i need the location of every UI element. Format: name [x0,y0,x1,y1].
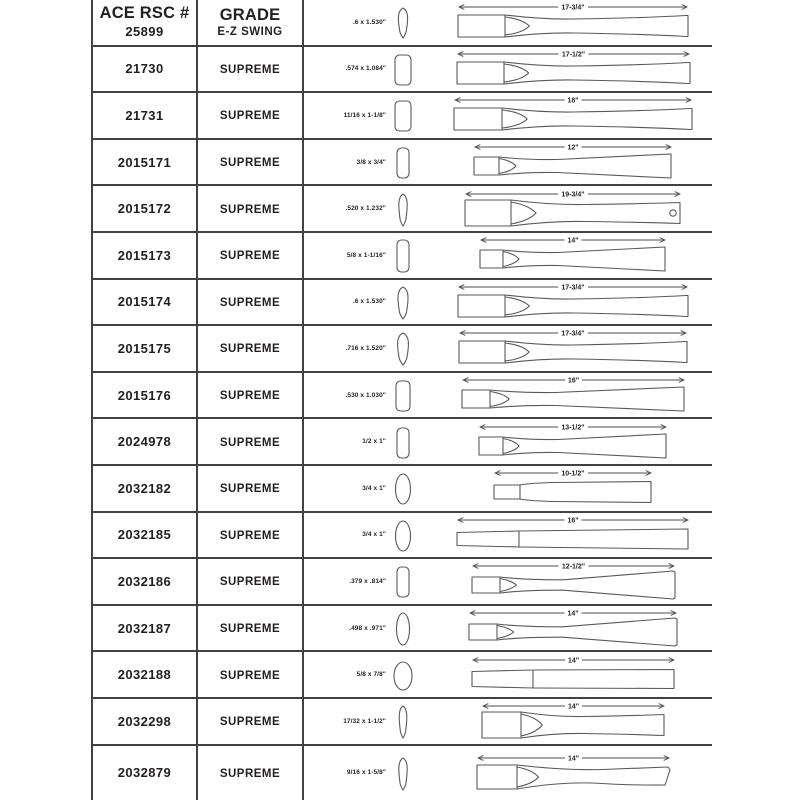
spec-cell [304,186,712,231]
grade-cell [198,0,304,45]
spec-cell [304,373,712,418]
cross-section-icon [386,754,420,792]
length-dimension-label: 17-3/4" [561,284,585,292]
rsc-number: 2015175 [117,340,172,356]
rsc-number: 2015174 [117,294,172,310]
grade-label: SUPREME [219,576,281,589]
rsc-number: 2024978 [117,434,172,450]
grade-label: SUPREME [219,296,281,309]
column-header-rsc: ACE RSC # [99,4,190,23]
table-row [93,280,712,327]
spec-cell [304,280,712,325]
product-table [91,0,712,800]
cross-section-icon [386,656,420,694]
handle-drawing [420,420,712,464]
length-dimension-label: 13-1/2" [561,424,585,432]
length-dimension-label: 16" [567,377,579,385]
rsc-cell [93,606,198,651]
handle-drawing [420,466,712,510]
handle-drawing [420,233,712,277]
spec-cell [304,0,712,45]
cross-section-icon [386,190,420,228]
rsc-number: 2032188 [117,667,172,683]
spec-cell [304,606,712,651]
handle-drawing [420,47,712,91]
handle-drawing [420,93,712,137]
cross-section-icon [386,423,420,461]
table-row [93,140,712,187]
table-row [93,559,712,606]
rsc-cell [93,419,198,464]
grade-cell [198,186,304,231]
dimensions-label: 3/4 x 1" [362,531,386,539]
dimensions-label: 3/4 x 1" [362,484,386,492]
cross-section-icon [386,236,420,274]
handle-drawing [420,326,712,370]
dimensions-label: .379 x .814" [349,577,386,585]
rsc-number: 21731 [125,107,164,123]
length-dimension-label: 19-3/4" [561,191,585,199]
handle-drawing [420,606,712,650]
dimensions-label: 5/8 x 7/8" [356,671,386,679]
rsc-cell [93,559,198,604]
length-dimension-label: 18" [567,97,579,105]
rsc-number: 21730 [125,61,164,77]
rsc-cell [93,326,198,371]
grade-cell [198,233,304,278]
length-dimension-label: 14" [567,703,579,711]
length-dimension-label: 14" [567,237,579,245]
rsc-cell [93,513,198,558]
dimensions-label: 11/16 x 1-1/8" [343,111,386,119]
cross-section-icon [386,283,420,321]
handle-drawing [420,653,712,697]
length-dimension-label: 12-1/2" [561,563,585,571]
table-row [93,746,712,800]
grade-cell [198,280,304,325]
grade-cell [198,746,304,800]
table-row [93,93,712,140]
table-row [93,186,712,233]
grade-label: SUPREME [219,390,281,403]
table-row [93,466,712,513]
rsc-number: 25899 [125,24,164,40]
dimensions-label: .498 x .971" [349,624,386,632]
grade-label: SUPREME [219,767,281,780]
length-dimension-label: 14" [567,755,579,763]
rsc-number: 2032182 [117,480,172,496]
grade-label: SUPREME [219,110,281,123]
grade-cell [198,326,304,371]
table-row [93,233,712,280]
spec-cell [304,233,712,278]
rsc-number: 2015171 [117,154,172,170]
spec-cell [304,559,712,604]
dimensions-label: 17/32 x 1-1/2" [343,717,386,725]
grade-cell [198,47,304,92]
table-row [93,419,712,466]
grade-label: E-Z SWING [217,25,283,38]
spec-cell [304,466,712,511]
grade-label: SUPREME [219,529,281,542]
dimensions-label: .530 x 1.030" [345,391,386,399]
table-row [93,606,712,653]
grade-cell [198,93,304,138]
table-row [93,373,712,420]
spec-cell [304,419,712,464]
length-dimension-label: 14" [567,657,579,665]
handle-drawing [420,513,712,557]
spec-cell [304,140,712,185]
grade-label: SUPREME [219,157,281,170]
dimensions-label: 1/2 x 1" [362,438,386,446]
rsc-cell [93,652,198,697]
rsc-number: 2015172 [117,201,172,217]
handle-drawing [420,140,712,184]
table-row [93,699,712,746]
spec-cell [304,746,712,800]
cross-section-icon [386,702,420,740]
grade-cell [198,140,304,185]
table-row [93,47,712,94]
dimensions-label: 3/8 x 3/4" [356,158,386,166]
dimensions-label: .520 x 1.232" [345,205,386,213]
column-header-grade: GRADE [219,5,281,24]
length-dimension-label: 17-3/4" [561,4,585,12]
grade-label: SUPREME [219,483,281,496]
rsc-cell [93,280,198,325]
length-dimension-label: 12" [567,144,579,152]
cross-section-icon [386,50,420,88]
length-dimension-label: 17-3/4" [561,330,585,338]
rsc-cell [93,746,198,800]
grade-cell [198,466,304,511]
cross-section-icon [386,376,420,414]
rsc-cell [93,140,198,185]
cross-section-icon [386,516,420,554]
grade-label: SUPREME [219,343,281,356]
spec-cell [304,47,712,92]
cross-section-icon [386,469,420,507]
rsc-number: 2032298 [117,713,172,729]
spec-cell [304,699,712,744]
grade-cell [198,652,304,697]
dimensions-label: .716 x 1.520" [345,344,386,352]
grade-label: SUPREME [219,669,281,682]
grade-label: SUPREME [219,63,281,76]
rsc-number: 2032185 [117,527,172,543]
dimensions-label: .6 x 1.530" [352,298,386,306]
table-row [93,326,712,373]
dimensions-label: 9/16 x 1-5/8" [346,769,386,777]
cross-section-icon [386,329,420,367]
rsc-cell [93,373,198,418]
grade-label: SUPREME [219,436,281,449]
rsc-cell [93,93,198,138]
rsc-cell [93,186,198,231]
rsc-number: 2032187 [117,620,172,636]
spec-cell [304,326,712,371]
grade-cell [198,606,304,651]
spec-cell [304,93,712,138]
handle-drawing [420,0,712,44]
grade-cell [198,699,304,744]
handle-drawing [420,280,712,324]
dimensions-label: .6 x 1.530" [352,18,386,26]
dimensions-label: 5/8 x 1-1/16" [346,251,386,259]
rsc-number: 2015173 [117,247,172,263]
dimensions-label: .574 x 1.084" [345,65,386,73]
length-dimension-label: 14" [567,610,579,618]
rsc-cell [93,466,198,511]
table-row [93,513,712,560]
rsc-cell [93,47,198,92]
length-dimension-label: 17-1/2" [561,51,585,59]
rsc-number: 2032186 [117,573,172,589]
handle-drawing [420,699,712,743]
cross-section-icon [386,96,420,134]
grade-label: SUPREME [219,623,281,636]
length-dimension-label: 16" [567,517,579,525]
length-dimension-label: 10-1/2" [561,470,585,478]
grade-cell [198,419,304,464]
cross-section-icon [386,143,420,181]
handle-drawing [420,187,712,231]
rsc-cell [93,0,198,45]
grade-cell [198,559,304,604]
cross-section-icon [386,3,420,41]
grade-label: SUPREME [219,716,281,729]
cross-section-icon [386,562,420,600]
rsc-number: 2015176 [117,387,172,403]
grade-cell [198,513,304,558]
rsc-number: 2032879 [117,765,172,781]
grade-label: SUPREME [219,203,281,216]
rsc-cell [93,699,198,744]
spec-cell [304,513,712,558]
grade-label: SUPREME [219,250,281,263]
spec-cell [304,652,712,697]
handle-drawing [420,559,712,603]
table-row [93,0,712,47]
table-row [93,652,712,699]
rsc-cell [93,233,198,278]
handle-drawing [420,751,712,795]
cross-section-icon [386,609,420,647]
grade-cell [198,373,304,418]
handle-drawing [420,373,712,417]
